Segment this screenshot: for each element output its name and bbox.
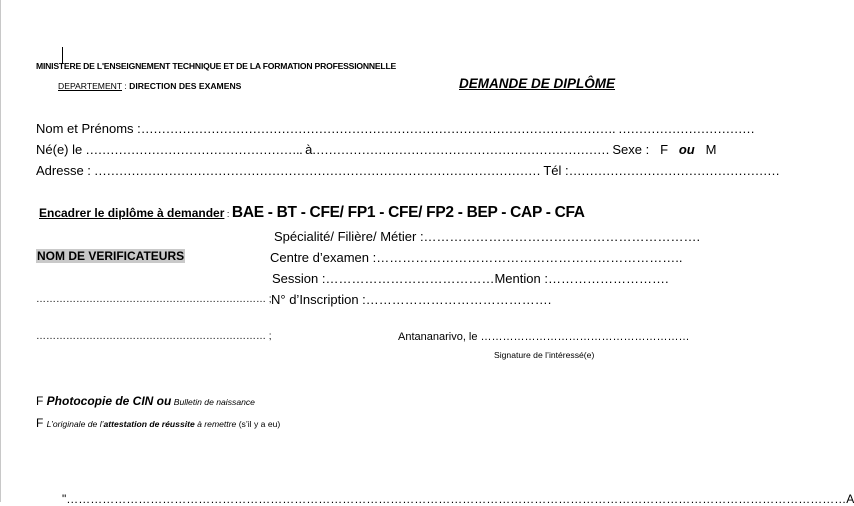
tel-dots[interactable]: …………………………………………… — [568, 163, 780, 178]
signature-note: Signature de l’intéressé(e) — [494, 350, 595, 360]
diploma-options[interactable]: BAE - BT - CFE/ FP1 - CFE/ FP2 - BEP - CAP - CFA — [231, 204, 585, 221]
attachment-item-1 — [36, 394, 255, 408]
page-edge — [0, 0, 1, 502]
sex-f[interactable]: F — [660, 142, 669, 157]
sex-label: Sexe : — [612, 142, 650, 157]
sex-or: ou — [678, 142, 695, 157]
department-separator: : — [122, 81, 130, 91]
tel-label: Tél : — [543, 163, 569, 178]
address-label: Adresse : — [36, 163, 91, 178]
exam-center-field[interactable]: Centre d’examen :…………………………………………………………….. — [270, 250, 683, 265]
diploma-choice-label: Encadrer le diplôme à demander — [39, 206, 225, 220]
attachment-2-part-b: attestation de réussite — [103, 419, 195, 429]
diploma-choice-line — [39, 204, 585, 222]
attachment-1-main: Photocopie de CIN ou — [46, 394, 172, 408]
birth-place-dots[interactable]: ……………………………………………………………… — [311, 142, 613, 157]
name-label: Nom et Prénoms : — [36, 121, 141, 136]
birth-field-line[interactable] — [36, 142, 716, 157]
footer-dotted-line: "……………………………………………………………………………………………………………………………………………………………………………A — [62, 492, 854, 506]
attachment-1-alt: Bulletin de naissance — [171, 397, 255, 407]
ministry-heading: MINISTERE DE L'ENSEIGNEMENT TECHNIQUE ET DE LA FORMATION PROFESSIONNELLE — [36, 61, 397, 71]
diploma-choice-sep: : — [224, 209, 232, 219]
sex-m[interactable]: M — [705, 142, 717, 157]
checkbox-mark-2[interactable]: F — [36, 416, 47, 430]
verifier-line-2[interactable]: …………………………………………………………… ; — [36, 331, 272, 342]
address-field-line[interactable] — [36, 163, 779, 178]
department-value: DIRECTION DES EXAMENS — [129, 81, 242, 91]
attachment-item-2 — [36, 416, 280, 430]
attachment-2-part-c: à remettre — [194, 419, 237, 429]
registration-number-field[interactable]: N° d’Inscription :……………………………………. — [271, 292, 552, 307]
name-field-line[interactable] — [36, 121, 754, 136]
birth-label: Né(e) le — [36, 142, 83, 157]
department-label: DEPARTEMENT — [58, 81, 122, 91]
verifier-line-1[interactable]: …………………………………………………………… ; — [36, 294, 272, 305]
address-dots[interactable]: ……………………………………………………………………………………………… — [90, 163, 544, 178]
department-line — [58, 81, 241, 91]
checkbox-mark-1[interactable]: F — [36, 394, 47, 408]
specialty-field[interactable]: Spécialité/ Filière/ Métier :………………………………………………………. — [274, 229, 701, 244]
session-mention-field[interactable]: Session :…………………………………Mention :………………………. — [272, 271, 669, 286]
birth-date-dots[interactable]: …………………………………………….. à — [82, 142, 312, 157]
attachment-2-part-a: L’originale de l’ — [46, 419, 104, 429]
name-dots[interactable]: ……………………………………………………………………………………………………. …………………………… — [140, 121, 755, 136]
form-title: DEMANDE DE DIPLÔME — [459, 76, 616, 91]
attachment-2-part-d: (s’il y a eu) — [236, 419, 281, 429]
verifiers-heading: NOM DE VERIFICATEURS — [37, 249, 185, 263]
place-date-line[interactable]: Antananarivo, le ………………………………………………… — [398, 331, 690, 343]
